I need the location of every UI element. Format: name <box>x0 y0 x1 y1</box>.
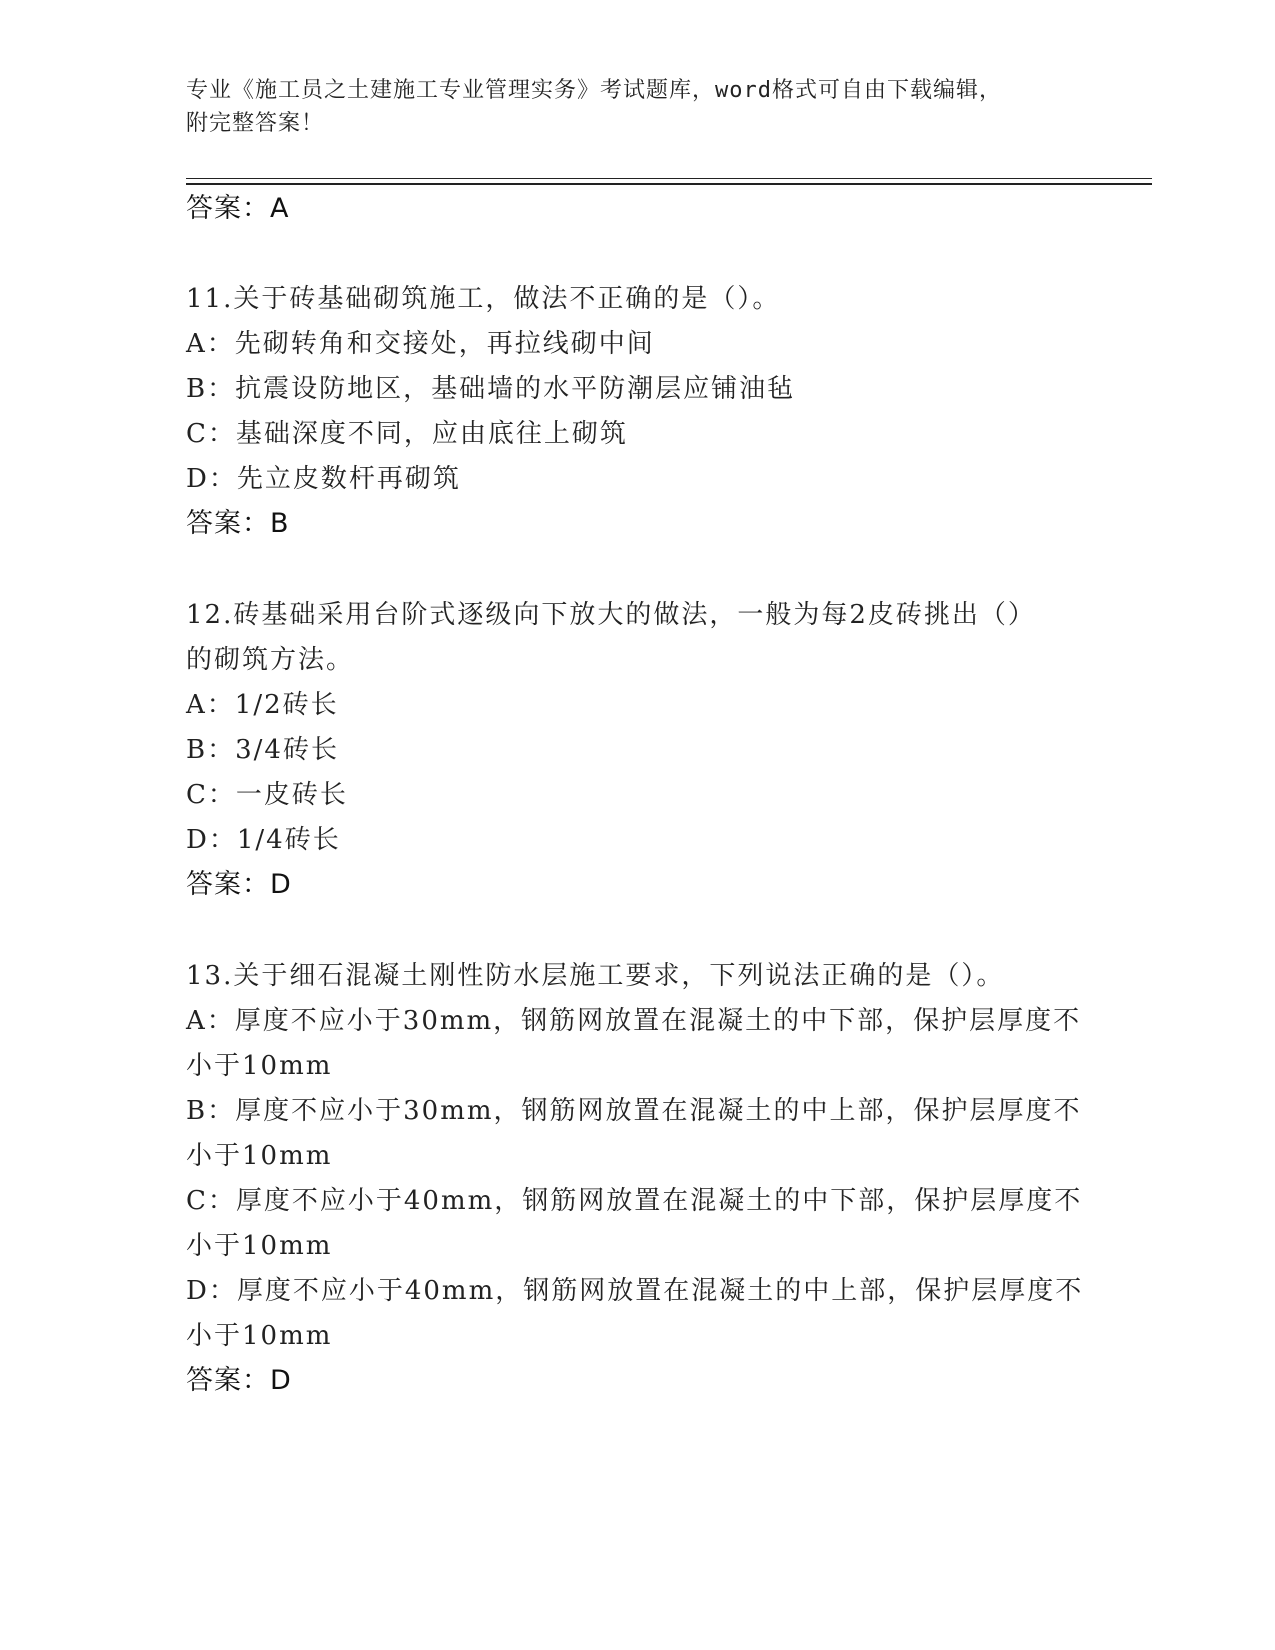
question-12-stem-line-1: 12.砖基础采用台阶式逐级向下放大的做法，一般为每2皮砖挑出（） <box>186 600 1036 630</box>
header-line-1: 专业《施工员之土建施工专业管理实务》考试题库，word格式可自由下载编辑， <box>186 78 1002 103</box>
question-11-stem: 11.关于砖基础砌筑施工，做法不正确的是（）。 <box>186 284 781 314</box>
question-12-option-a: A：1/2砖长 <box>186 690 339 720</box>
question-13-answer: 答案：D <box>186 1365 292 1396</box>
previous-answer: 答案：A <box>186 193 290 224</box>
question-12-option-b: B：3/4砖长 <box>186 735 339 765</box>
document-header <box>186 74 1086 140</box>
question-12-answer: 答案：D <box>186 869 292 900</box>
question-13-option-b-line-1: B：厚度不应小于30mm，钢筋网放置在混凝土的中上部，保护层厚度不 <box>186 1096 1082 1126</box>
header-divider-thick <box>186 183 1152 185</box>
question-13-option-d-line-1: D：厚度不应小于40mm，钢筋网放置在混凝土的中上部，保护层厚度不 <box>186 1276 1084 1306</box>
question-11-option-c: C：基础深度不同，应由底往上砌筑 <box>186 419 628 449</box>
question-13-option-a-line-1: A：厚度不应小于30mm，钢筋网放置在混凝土的中下部，保护层厚度不 <box>186 1006 1082 1036</box>
question-11-answer: 答案：B <box>186 508 290 539</box>
question-13-stem: 13.关于细石混凝土刚性防水层施工要求，下列说法正确的是（）。 <box>186 961 1005 991</box>
question-13-option-c-line-1: C：厚度不应小于40mm，钢筋网放置在混凝土的中下部，保护层厚度不 <box>186 1186 1083 1216</box>
question-13-option-c-line-2: 小于10mm <box>186 1231 333 1261</box>
question-13-option-d-line-2: 小于10mm <box>186 1321 333 1351</box>
question-11-option-a: A：先砌转角和交接处，再拉线砌中间 <box>186 329 655 359</box>
question-12-stem-line-2: 的砌筑方法。 <box>186 645 355 675</box>
header-divider-thin <box>186 178 1152 179</box>
question-12-option-d: D：1/4砖长 <box>186 825 341 855</box>
question-11-option-d: D：先立皮数杆再砌筑 <box>186 464 461 494</box>
question-12-option-c: C：一皮砖长 <box>186 780 348 810</box>
question-13-option-b-line-2: 小于10mm <box>186 1141 333 1171</box>
question-13-option-a-line-2: 小于10mm <box>186 1051 333 1081</box>
header-line-2: 附完整答案！ <box>186 111 325 136</box>
question-11-option-b: B：抗震设防地区，基础墙的水平防潮层应铺油毡 <box>186 374 796 404</box>
